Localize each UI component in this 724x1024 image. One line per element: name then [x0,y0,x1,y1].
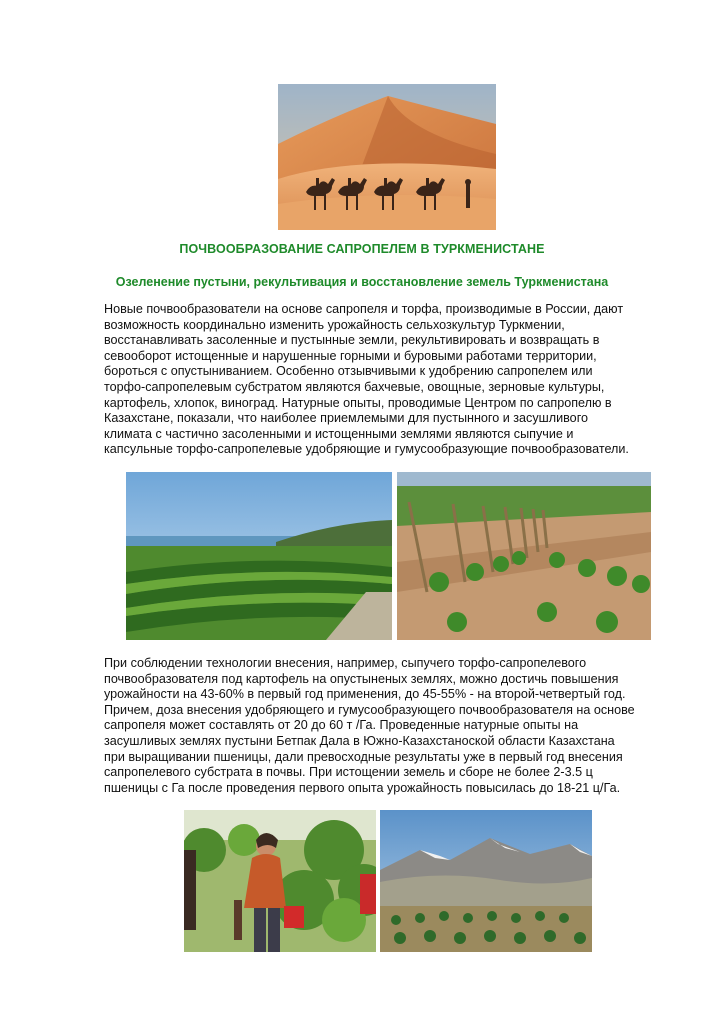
text-line: Новые почвообразователи на основе сапропеля и торфа, производимые в России, дают [104,302,624,316]
text-line: почвообразователя под картофель на опустыненых землях, можно достичь повышения [104,671,619,686]
young-orchard-photo [397,472,651,640]
paragraph-results [104,656,684,796]
text-line: урожайности на 43-60% в первый год применения, до 45-55% - на второй-четвертый год. [104,687,626,702]
text-line: Казахстане, показали, что наиболее приемлемыми для пустынного и засушливого [104,411,589,426]
text-line: при выращивании пшеницы, дали превосходные результаты уже в первый год внесения [104,749,623,764]
desert-caravan-photo [278,84,496,230]
text-line: климата с частично засоленными и истощенными землями являются сыпучие и [104,426,574,441]
document-title: ПОЧВООБРАЗОВАНИЕ САПРОПЕЛЕМ В ТУРКМЕНИСТАНЕ [179,242,545,256]
text-line: пшеницы с Га после проведения первого опыта урожайность повысилась до 18-21 ц/Га. [104,780,621,795]
text-line: сапропелевого субстрата в почвы. При истощении земель и сборе не более 2-3.5 ц [104,765,593,780]
document-subtitle: Озеленение пустыни, рекультивация и восстановление земель Туркменистана [115,275,609,289]
vineyard-photo [126,472,392,640]
apple-harvest-photo [184,810,376,952]
text-line: торфо-сапропелевым субстратом являются бахчевые, овощные, зерновые культуры, [104,379,605,394]
text-line: восстанавливать засоленные и пустынные земли, рекультивировать и возвращать в [104,333,600,348]
text-line: засушливых землях пустыни Бетпак Дала в Южно-Казахстаноской области Казахстана [104,733,615,748]
text-line: Причем, доза внесения удобряющего и гумусообразующего почвообразователя на основе [104,702,635,717]
text-line: бороться с опустыниванием. Особенно отзывчивыми к удобрению сапропелем или [104,364,593,379]
text-line: капсульные торфо-сапропелевые удобряющие и гумусообразующие почвообразователи. [104,442,629,457]
text-line: картофель, хлопок, виноград. Натурные опыты, проводимые Центром по сапропелю в [104,395,612,410]
text-line: возможность координально изменить урожайность сельхозкультур Туркмении, [104,317,565,332]
text-line: севооборот истощенные и нарушенные горными и буровыми работами территории, [104,348,597,363]
text-line: сапропеля может составлять от 20 до 60 т /Га. Проведенные натурные опыты на [104,718,579,733]
mountain-plantation-photo [380,810,592,952]
text-line: При соблюдении технологии внесения, например, сыпучего торфо-сапропелевого [104,656,587,670]
paragraph-intro [104,302,684,458]
